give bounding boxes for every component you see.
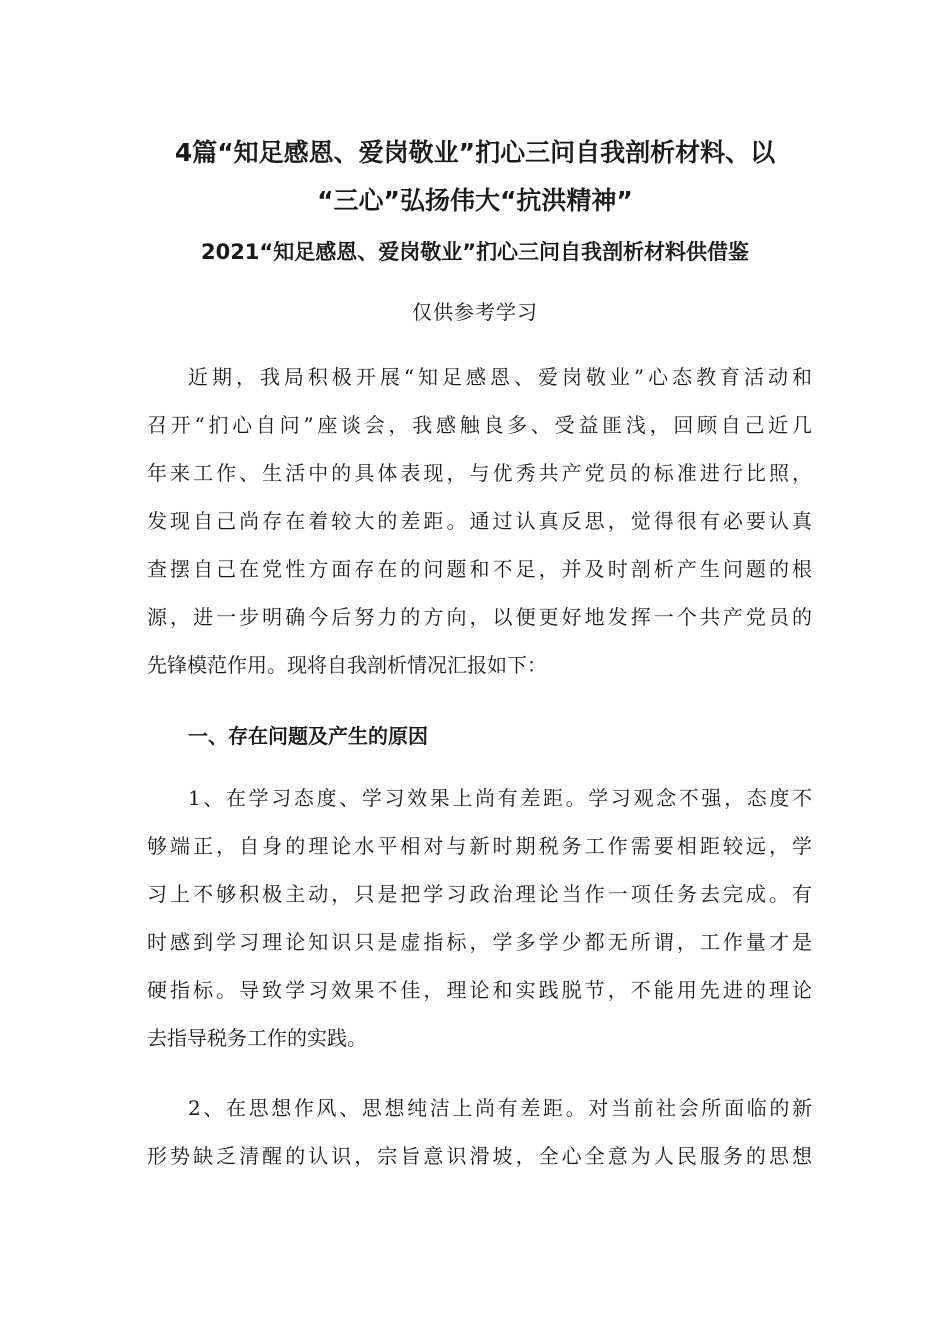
section-heading: 一、存在问题及产生的原因 — [188, 724, 428, 748]
item2-line-1: 2、在思想作风、思想纯洁上尚有差距。对当前社会所面临的新 — [188, 1096, 812, 1120]
intro-line-1: 近期，我局积极开展“知足感恩、爱岗敬业”心态教育活动和 — [188, 365, 812, 389]
intro-line-3: 年来工作、生活中的具体表现，与优秀共产党员的标准进行比照， — [147, 461, 812, 485]
item1-line-6: 去指导税务工作的实践。 — [147, 1026, 367, 1050]
item1-line-5: 硬指标。导致学习效果不佳，理论和实践脱节，不能用先进的理论 — [147, 978, 812, 1002]
item1-line-3: 习上不够积极主动，只是把学习政治理论当作一项任务去完成。有 — [147, 882, 812, 906]
item1-line-1: 1、在学习态度、学习效果上尚有差距。学习观念不强，态度不 — [188, 786, 812, 810]
intro-line-6: 源，进一步明确今后努力的方向，以便更好地发挥一个共产党员的 — [147, 605, 812, 629]
document-subtitle: 2021“知足感恩、爱岗敬业”扪心三问自我剖析材料供借鉴 — [200, 240, 750, 264]
item1-line-2: 够端正，自身的理论水平相对与新时期税务工作需要相距较远，学 — [147, 834, 812, 858]
intro-line-5: 查摆自己在党性方面存在的问题和不足，并及时剖析产生问题的根 — [147, 557, 812, 581]
intro-line-2: 召开“扪心自问”座谈会，我感触良多、受益匪浅，回顾自己近几 — [147, 413, 812, 437]
intro-line-7: 先锋模范作用。现将自我剖析情况汇报如下： — [147, 653, 547, 677]
document-title-line-1: 4篇“知足感恩、爱岗敬业”扪心三问自我剖析材料、以 — [174, 138, 776, 167]
reference-note: 仅供参考学习 — [412, 300, 538, 324]
item2-line-2: 形势缺乏清醒的认识，宗旨意识滑坡，全心全意为人民服务的思想 — [147, 1144, 812, 1168]
item1-line-4: 时感到学习理论知识只是虚指标，学多学少都无所谓，工作量才是 — [147, 930, 812, 954]
intro-line-4: 发现自己尚存在着较大的差距。通过认真反思，觉得很有必要认真 — [147, 509, 812, 533]
document-title-line-2: “三心”弘扬伟大“抗洪精神” — [317, 186, 633, 215]
